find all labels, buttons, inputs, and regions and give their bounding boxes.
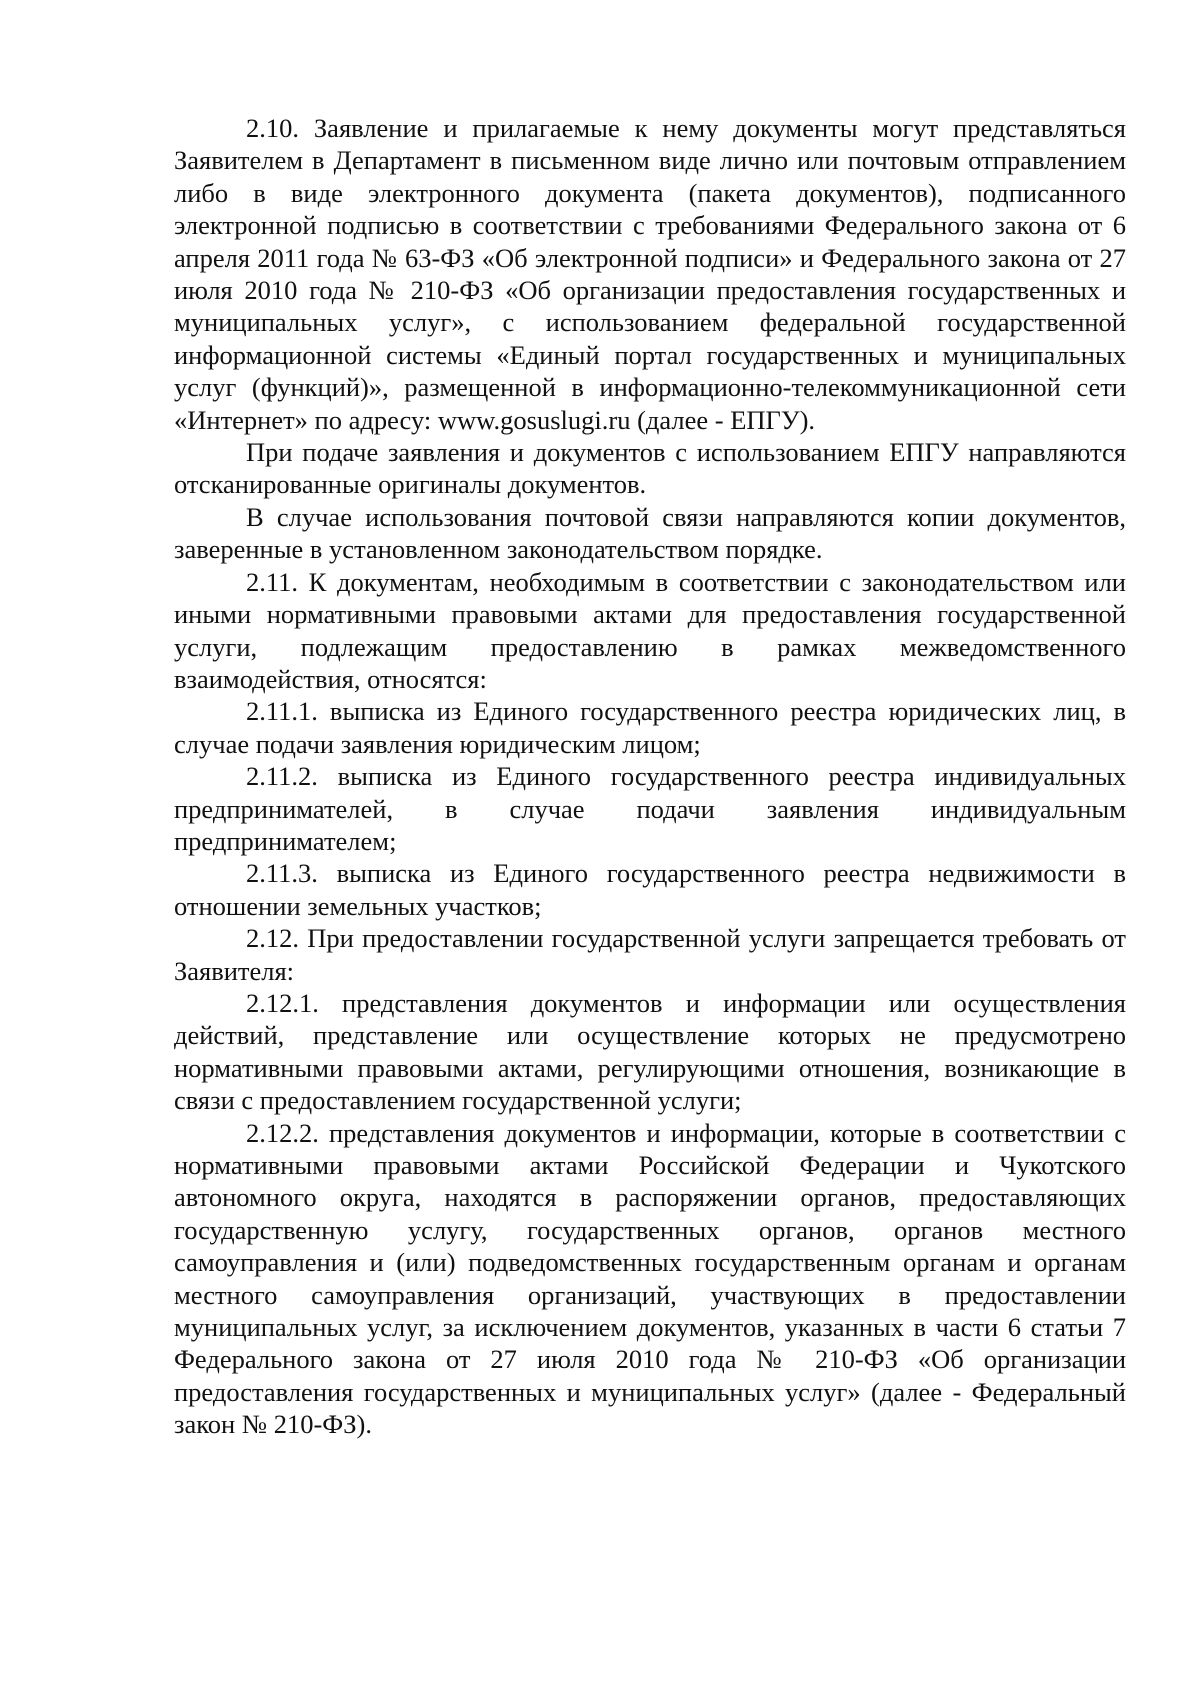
paragraph-2-10: 2.10. Заявление и прилагаемые к нему документы могут представляться Заявителем в Департамент в письменном виде лично или почтовым отправлением либо в виде электронного документа (пакета документов), подписанного электронной подписью в соответствии с требованиями Федерального закона от 6 апреля 2011 года № 63-ФЗ «Об электронной подписи» и Федерального закона от 27 июля 2010 года № 210-ФЗ «Об организации предоставления государственных и муниципальных услуг», с использованием федеральной государственной информационной системы «Единый портал государственных и муниципальных услуг (функций)», размещенной в информационно-телекоммуникационной сети «Интернет» по адресу: www.gosuslugi.ru (далее - ЕПГУ).: [174, 113, 1126, 435]
paragraph-2-11-3: 2.11.3. выписка из Единого государственного реестра недвижимости в отношении земельных участков;: [174, 858, 1126, 921]
paragraph-epgu-submission: При подаче заявления и документов с использованием ЕПГУ направляются отсканированные оригиналы документов.: [174, 437, 1126, 500]
paragraph-2-11-1: 2.11.1. выписка из Единого государственного реестра юридических лиц, в случае подачи заявления юридическим лицом;: [174, 696, 1126, 759]
paragraph-postal-copies: В случае использования почтовой связи направляются копии документов, заверенные в установленном законодательством порядке.: [174, 501, 1126, 565]
paragraph-2-12-1: 2.12.1. представления документов и информации или осуществления действий, представление или осуществление которых не предусмотрено нормативными правовыми актами, регулирующими отношения, возникающие в связи с предоставлением государственной услуги;: [174, 987, 1126, 1116]
document-page: [174, 112, 1126, 1441]
paragraph-2-11: 2.11. К документам, необходимым в соответствии с законодательством или иными нормативными правовыми актами для предоставления государственной услуги, подлежащим предоставлению в рамках межведомственного взаимодействия, относятся:: [174, 566, 1126, 694]
paragraph-2-12-2: 2.12.2. представления документов и информации, которые в соответствии с нормативными правовыми актами Российской Федерации и Чукотского автономного округа, находятся в распоряжении органов, предоставляющих государственную услугу, государственных органов, органов местного самоуправления и (или) подведомственных государственным органам и органам местного самоуправления организаций, участвующих в предоставлении муниципальных услуг, за исключением документов, указанных в части 6 статьи 7 Федерального закона от 27 июля 2010 года № 210-ФЗ «Об организации предоставления государственных и муниципальных услуг» (далее - Федеральный закон № 210-ФЗ).: [174, 1117, 1126, 1440]
paragraph-2-11-2: 2.11.2. выписка из Единого государственного реестра индивидуальных предпринимателей, в случае подачи заявления индивидуальным предпринимателем;: [174, 761, 1126, 856]
paragraph-2-12: 2.12. При предоставлении государственной услуги запрещается требовать от Заявителя:: [174, 923, 1126, 986]
